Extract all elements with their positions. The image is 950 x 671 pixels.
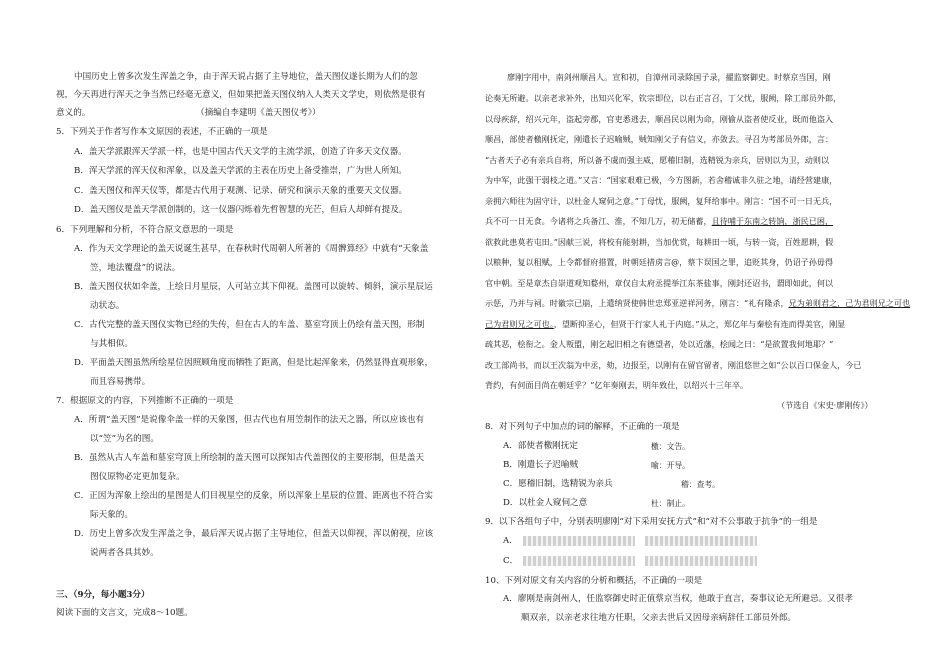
q5-option-b: B．浑天学派的浑天仪和浑象，以及盖天学派的主表在历史上备受推崇，广为世人所知。 xyxy=(74,166,407,176)
passage-line-7: 亲拥六师往为固守计，以杜金人窥伺之意。”丁母忧，服阙，复拜给事中。刚言：“国不可一日无兵， xyxy=(485,196,838,206)
q7-option-d-line-2: 说两者各具其妙。 xyxy=(90,548,159,558)
passage-line-12-text: 示惩，乃并与祠。时徽宗已崩，上遣纳贤使韩世忠郑亚逆祥河务，刚言：“礼有隆杀， xyxy=(485,298,789,308)
q6-option-a-line-2: 笠，地法覆盘”的说法。 xyxy=(90,263,181,273)
q9-option-a-image xyxy=(523,536,635,546)
passage-line-1: 廖刚字用中，南剑州顺昌人。宣和初，自漳州司录除国子录，擢监察御史。时蔡京当国，刚 xyxy=(507,72,831,82)
passage-line-2: 论奏无所避。以亲老求补外，出知兴化军，钦宗即位，以右正言召，丁父忧，服阙，除工部员外郎， xyxy=(485,93,842,103)
passage-underlined-b: 兄为弟则君之，己为君则兄之可也 xyxy=(788,298,911,308)
q9-option-c-key: C． xyxy=(503,556,519,566)
q7-stem: 7．根据原文的内容，下列推断不正确的一项是 xyxy=(56,396,234,406)
q8-option-d: D．以杜金人窥伺之意 xyxy=(503,498,588,508)
q8-gloss-c: 稽：查考。 xyxy=(681,480,720,489)
q6-option-d-line-2: 而且容易携带。 xyxy=(90,377,151,387)
q7-option-a-line-2: 以“笠”为名的图。 xyxy=(90,434,159,444)
q6-option-b-line-2: 动状态。 xyxy=(90,301,125,311)
section-three-instruction: 阅读下面的文言文，完成8～10题。 xyxy=(56,608,193,618)
q6-option-b-line-1: B．盖天图仪状如伞盖，上绘日月星辰，人可站立其下仰视。盖图可以旋转、倾斜，演示星辰运 xyxy=(74,282,433,292)
q10-stem: 10、下列对原文有关内容的分析和概括，不正确的一项是 xyxy=(485,576,703,586)
passage-line-3: 以母疾辞，绍兴元年，盗起旁郡，官吏悉逃去，顺昌民以刚为命，刚偷从盗者使反业，既而他盗入 xyxy=(485,114,834,124)
q9-option-row-2 xyxy=(503,555,767,567)
q6-option-c-line-1: C．古代完整的盖天图仪实物已经的失传，但在古人的车盖、墓室穹顶上仍绘有盖天图，形制 xyxy=(74,320,425,330)
q10-option-a-line-2: 顺双亲，以亲老求往地方任职，父亲去世后又因母亲病辞任工部员外郎。 xyxy=(521,613,797,623)
passage-source: （节选自《宋史·廖刚传》） xyxy=(777,400,873,410)
passage-line-10: 以粮种，复以租赋，上令都督府措置，时朝廷措虏言@，蔡卞误国之罪，追贬其身，仍诏子孙毋得 xyxy=(485,257,834,267)
intro-source: （摘编自李建明《盖天图仪考》） xyxy=(196,108,321,118)
passage-line-14: 疏其恶，桧衔之。金人叛盟，刚乞起旧相之有德望者，处以近藩，桧闻之曰：“是欲置我何地耶？” xyxy=(485,339,834,349)
q6-option-a-line-1: A．作为天文学理论的盖天说诞生甚早，在春秋时代周朝人所著的《周髀算经》中就有“天象盖 xyxy=(74,244,429,254)
q9-option-b-image xyxy=(645,536,757,546)
q6-option-d-line-1: D．平面盖天图虽然所绘星位因照顾角度而牺牲了距离，但是比起浑象来，仍然显得直观形象， xyxy=(74,358,434,368)
q9-option-row-1 xyxy=(503,535,767,547)
passage-line-15: 改工部尚书，而以王次翁为中丞，劾，边报至，以刚有在留官留者，刚沮悠世之如“公以百口保金人，今已 xyxy=(485,360,862,370)
q6-stem: 6．下列理解和分析，不符合原文意思的一项是 xyxy=(56,225,234,235)
intro-line-2: 视，今天再进行浑天之争当然已经毫无意义，但如果把盖天图仪纳入人类天文学史，则依然是很有 xyxy=(56,90,426,100)
passage-line-8 xyxy=(485,215,833,227)
q9-option-d-image xyxy=(645,556,757,566)
passage-line-9: 欲救此患莫若屯田。”因献三说，将校有能射耕，当加优赏，每耕田一顷，与转一资，百姓愿耕，假 xyxy=(485,237,834,247)
q7-option-b-line-1: B．虽然从古人车盖和墓室穹顶上所绘制的盖天图可以探知古代盖图仪的主要形制，但是盖天 xyxy=(74,453,425,463)
passage-line-11: 官中朝。至是章杰自崇道观知婺州，章仅自太府丞提举江东茶盐事，刚封还诏书，谓即如此，何以 xyxy=(485,278,834,288)
passage-line-8-text: 兵不可一日无食。今诸将之兵备江、淮，不知几万，初无储蓄， xyxy=(485,216,712,226)
q5-option-d: D．盖天图仪是盖天学派创制的，这一仪器闪烁着先哲智慧的光芒，但后人却鲜有提及。 xyxy=(74,205,408,215)
passage-line-13-text: ，望断抑圣心，但贤于行家人礼于内庭。”从之，郑亿年与秦桧有连而得美官，刚显 xyxy=(553,319,846,329)
passage-line-13 xyxy=(485,318,845,330)
passage-line-5: “古者天子必有亲兵自将，所以备不虞而强主威，愿稽旧制，选精锐为亲兵，居则以为卫，动则以 xyxy=(485,155,830,165)
q8-gloss-a: 檄：文告。 xyxy=(651,442,690,451)
q7-option-d-line-1: D．历史上曾多次发生浑盖之争，最后浑天说占据了主导地位，但盖天以仰视，浑以俯视，应该 xyxy=(74,529,434,539)
q6-option-c-line-2: 与其相似。 xyxy=(90,339,133,349)
q9-option-c-image xyxy=(523,556,635,566)
q5-option-c: C．盖天图仪和浑天仪等，都是古代用于观测、记录、研究和演示天象的重要天文仪器。 xyxy=(74,186,408,196)
intro-line-3: 意义的。 xyxy=(56,108,91,118)
q7-option-c-line-1: C．正因为浑象上绘出的星图是人们目视星空的反象，所以浑象上星辰的位置、距离也不符合实 xyxy=(74,491,433,501)
q7-option-a-line-1: A．所谓“盖天图”是说像伞盖一样的天象图，但古代也有用笠制作的法天之器，所以应该也有 xyxy=(74,415,425,425)
q5-option-a: A．盖天学派跟浑天学派一样，也是中国古代天文学的主流学派，创造了许多天文仪器。 xyxy=(74,147,407,157)
passage-underlined-c: 己为君则兄之可也。 xyxy=(485,319,554,329)
q8-gloss-d: 杜：制止。 xyxy=(651,499,690,508)
q8-option-b: B．刚遣长子迟喻贼 xyxy=(503,460,579,470)
passage-line-6: 为中军，此强干弱枝之道。”又言：“国家艰难已极，今方图新，若舍稽诚非久驻之地，请经营建康， xyxy=(485,175,838,185)
q10-option-a-line-1: A．廖刚是南剑州人，任监察御史时正值蔡京当权，他敢于直言，奏事议论无所避忌。又很孝 xyxy=(503,594,853,604)
section-three-heading: 三、（9分，每小题3分） xyxy=(56,590,150,600)
passage-underlined-a: 且待哺于东南之转饷，浙民已困， xyxy=(711,216,834,226)
q8-gloss-b: 喻：开导。 xyxy=(651,461,690,470)
intro-line-1: 中国历史上曾多次发生浑盖之争，由于浑天说占据了主导地位，盖天图仪遂长期为人们的忽 xyxy=(74,72,418,82)
q8-option-c: C．愿稽旧制，选精锐为亲兵 xyxy=(503,479,613,489)
q9-option-a-key: A． xyxy=(503,536,518,546)
passage-line-12 xyxy=(485,297,910,309)
q9-stem: 9．以下各组句子中，分别表明廖刚“对下采用安抚方式”和“对不公事敢于抗争”的一组是 xyxy=(485,517,818,527)
q7-option-b-line-2: 图仪原物必定更加复杂。 xyxy=(90,472,185,482)
q8-option-a: A．部使者檄刚抚定 xyxy=(503,441,578,451)
passage-line-16: 背约，有何面目尚在朝廷乎？”亿年奏刚去，明年致仕，以绍兴十三年卒。 xyxy=(485,380,749,390)
q8-stem: 8．对下列句子中加点的词的解释，不正确的一项是 xyxy=(485,422,680,432)
passage-line-4: 顺昌，部使者檄刚抚定，刚遣长子迟喻贼，贼知刚父子有信义，亦敛去。寻召为考部员外郎，言： xyxy=(485,134,834,144)
q5-stem: 5．下列关于作者写作本文原因的表述，不正确的一项是 xyxy=(56,127,268,137)
q7-option-c-line-2: 际天象的。 xyxy=(90,510,133,520)
